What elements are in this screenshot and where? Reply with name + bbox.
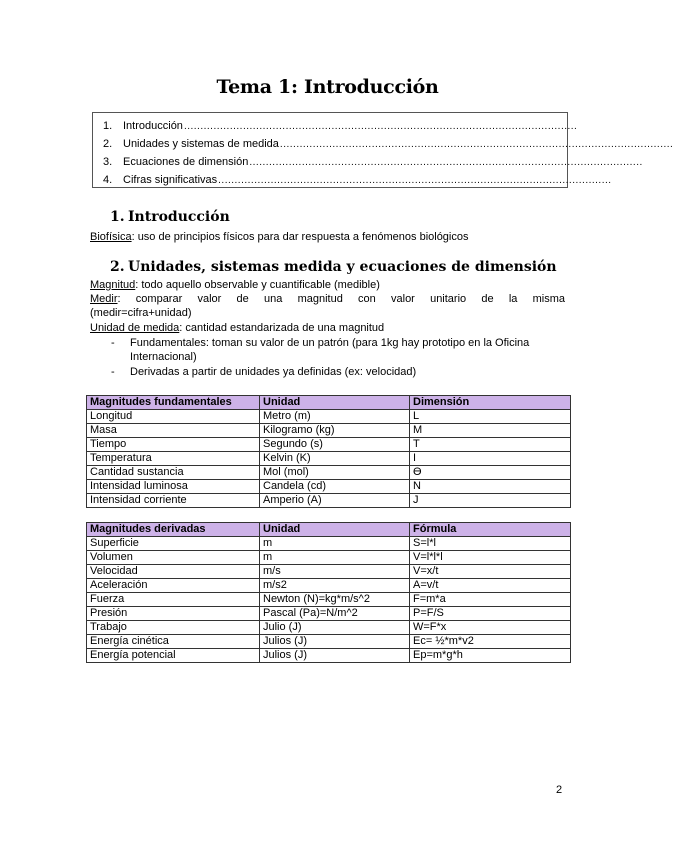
table-cell: Temperatura xyxy=(87,452,260,466)
column-header: Fórmula xyxy=(410,523,571,537)
table-row xyxy=(87,635,571,649)
section-number: 2. xyxy=(110,259,125,275)
derived-magnitudes-table xyxy=(86,522,571,663)
table-row xyxy=(87,452,571,466)
table-row xyxy=(87,621,571,635)
section-heading-introduccion xyxy=(110,209,230,225)
toc-item-number: 3. xyxy=(103,156,113,168)
table-row xyxy=(87,537,571,551)
toc-item xyxy=(103,117,578,135)
biofisica-definition xyxy=(90,230,565,244)
table-row xyxy=(87,480,571,494)
table-cell: m xyxy=(260,537,410,551)
page-number: 2 xyxy=(556,784,563,796)
table-cell: F=m*a xyxy=(410,593,571,607)
table-cell: I xyxy=(410,452,571,466)
table-cell: S=l*l xyxy=(410,537,571,551)
term-magnitud: Magnitud xyxy=(90,279,136,291)
table-cell: V=x/t xyxy=(410,565,571,579)
toc-item-label: Cifras significativas xyxy=(123,174,218,186)
table-cell: Segundo (s) xyxy=(260,438,410,452)
definition-text: : todo aquello observable y cuantificable (medible) xyxy=(135,279,380,291)
table-cell: N xyxy=(410,480,571,494)
column-header: Magnitudes derivadas xyxy=(87,523,260,537)
table-row xyxy=(87,494,571,508)
table-cell: M xyxy=(410,424,571,438)
definition-text: : uso de principios físicos para dar respuesta a fenómenos biológicos xyxy=(131,231,469,243)
column-header: Dimensión xyxy=(410,396,571,410)
medir-definition-line2: (medir=cifra+unidad) xyxy=(90,307,192,319)
toc-leader-dots: ........................................................................................................................ xyxy=(183,121,578,132)
table-header-row xyxy=(87,396,571,410)
toc-item-label: Unidades y sistemas de medida xyxy=(123,138,279,150)
toc-item xyxy=(103,171,612,189)
toc-item-number: 1. xyxy=(103,120,113,132)
toc-item-number: 2. xyxy=(103,138,113,150)
section-number: 1. xyxy=(110,209,125,225)
table-cell: T xyxy=(410,438,571,452)
list-item xyxy=(111,336,566,364)
table-cell: ϴ xyxy=(410,466,571,480)
column-header: Unidad xyxy=(260,396,410,410)
table-row xyxy=(87,466,571,480)
column-header: Unidad xyxy=(260,523,410,537)
table-cell: Kelvin (K) xyxy=(260,452,410,466)
table-cell: Velocidad xyxy=(87,565,260,579)
table-row xyxy=(87,551,571,565)
unidad-definition xyxy=(90,321,565,335)
table-cell: Metro (m) xyxy=(260,410,410,424)
table-cell: Ep=m*g*h xyxy=(410,649,571,663)
table-cell: L xyxy=(410,410,571,424)
toc-item xyxy=(103,135,673,153)
table-cell: Newton (N)=kg*m/s^2 xyxy=(260,593,410,607)
table-cell: Fuerza xyxy=(87,593,260,607)
table-cell: Julio (J) xyxy=(260,621,410,635)
table-cell: V=l*l*l xyxy=(410,551,571,565)
bullet-dash: - xyxy=(111,337,115,349)
table-cell: A=v/t xyxy=(410,579,571,593)
table-cell: P=F/S xyxy=(410,607,571,621)
table-cell: Kilogramo (kg) xyxy=(260,424,410,438)
toc-leader-dots: ........................................................................................................................ xyxy=(279,139,673,150)
term-medir: Medir xyxy=(90,293,118,305)
table-row xyxy=(87,424,571,438)
section-title: Introducción xyxy=(128,209,230,225)
table-cell: Amperio (A) xyxy=(260,494,410,508)
medir-definition-line1 xyxy=(90,292,565,306)
fundamental-magnitudes-table xyxy=(86,395,571,508)
table-cell: Aceleración xyxy=(87,579,260,593)
table-cell: Candela (cd) xyxy=(260,480,410,494)
section-heading-unidades xyxy=(110,259,557,275)
table-cell: Volumen xyxy=(87,551,260,565)
table-cell: Energía potencial xyxy=(87,649,260,663)
table-row xyxy=(87,607,571,621)
table-cell: Trabajo xyxy=(87,621,260,635)
bullet-text: Derivadas a partir de unidades ya definidas (ex: velocidad) xyxy=(130,366,417,378)
list-item xyxy=(111,365,566,379)
table-cell: Intensidad luminosa xyxy=(87,480,260,494)
table-row xyxy=(87,410,571,424)
table-row xyxy=(87,438,571,452)
table-cell: Intensidad corriente xyxy=(87,494,260,508)
column-header: Magnitudes fundamentales xyxy=(87,396,260,410)
table-cell: Julios (J) xyxy=(260,649,410,663)
table-header-row xyxy=(87,523,571,537)
table-cell: m/s2 xyxy=(260,579,410,593)
table-row xyxy=(87,593,571,607)
table-row xyxy=(87,565,571,579)
term-biofisica: Biofísica xyxy=(90,231,132,243)
table-cell: Tiempo xyxy=(87,438,260,452)
section-title: Unidades, sistemas medida y ecuaciones de dimensión xyxy=(128,259,557,275)
definition-text: : comparar valor de una magnitud con valor unitario de la misma xyxy=(117,293,565,305)
table-cell: Mol (mol) xyxy=(260,466,410,480)
table-cell: Superficie xyxy=(87,537,260,551)
definition-text: : cantidad estandarizada de una magnitud xyxy=(179,322,385,334)
table-cell: Julios (J) xyxy=(260,635,410,649)
table-cell: Energía cinética xyxy=(87,635,260,649)
table-cell: Presión xyxy=(87,607,260,621)
toc-item-number: 4. xyxy=(103,174,113,186)
term-unidad-de-medida: Unidad de medida xyxy=(90,322,180,334)
table-cell: m xyxy=(260,551,410,565)
magnitud-definition xyxy=(90,278,565,292)
table-cell: Cantidad sustancia xyxy=(87,466,260,480)
page-title: Tema 1: Introducción xyxy=(216,76,439,98)
table-of-contents xyxy=(92,112,673,188)
table-cell: m/s xyxy=(260,565,410,579)
toc-item-label: Ecuaciones de dimensión xyxy=(123,156,249,168)
bullet-text: Fundamentales: toman su valor de un patrón (para 1kg hay prototipo en la Oficina Internacional) xyxy=(130,337,530,363)
table-cell: Masa xyxy=(87,424,260,438)
toc-item-label: Introducción xyxy=(123,120,183,132)
table-row xyxy=(87,579,571,593)
table-cell: Ec= ½*m*v2 xyxy=(410,635,571,649)
table-row xyxy=(87,649,571,663)
table-cell: Longitud xyxy=(87,410,260,424)
toc-item xyxy=(103,153,643,171)
toc-leader-dots: ........................................................................................................................ xyxy=(249,157,643,168)
table-cell: Pascal (Pa)=N/m^2 xyxy=(260,607,410,621)
toc-leader-dots: ........................................................................................................................ xyxy=(218,175,612,186)
table-cell: J xyxy=(410,494,571,508)
bullet-dash: - xyxy=(111,366,115,378)
table-cell: W=F*x xyxy=(410,621,571,635)
